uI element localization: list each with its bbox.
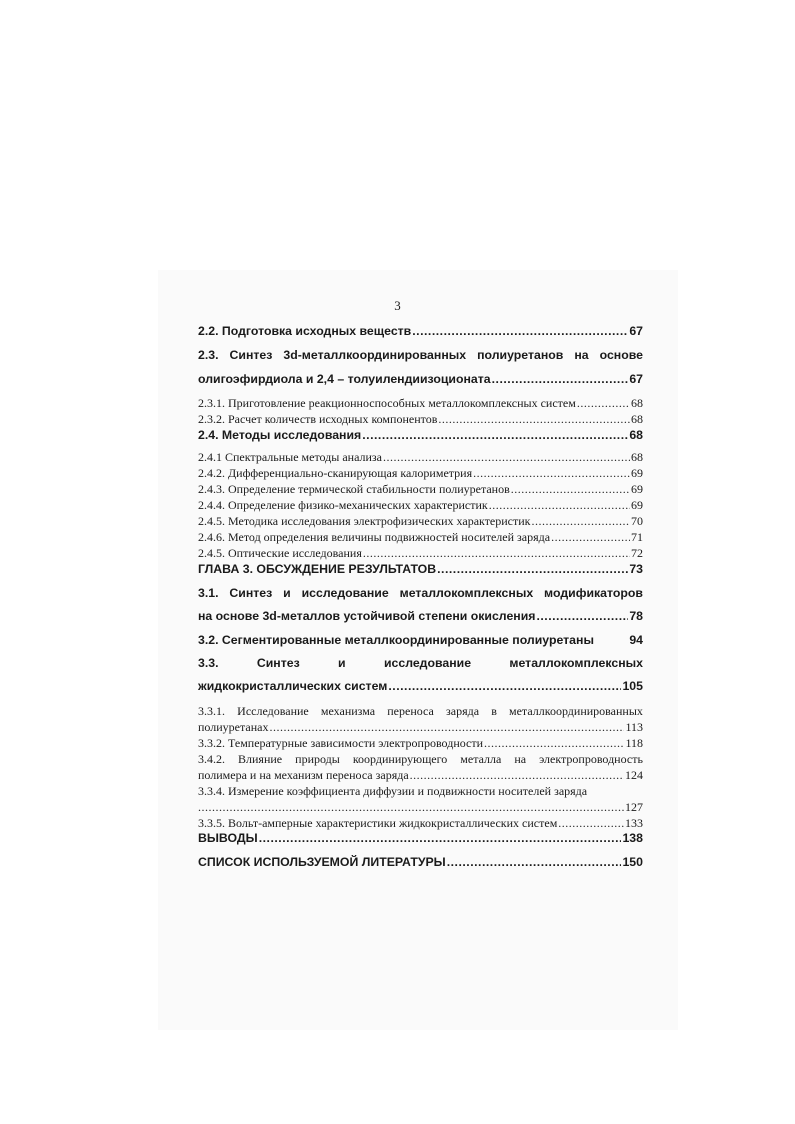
toc-word: на bbox=[574, 348, 589, 362]
toc-entry-page: 68 bbox=[629, 428, 643, 442]
toc-entry-title: 2.4.5. Методика исследования электрофизических характеристик bbox=[198, 514, 531, 528]
toc-entry-page: 71 bbox=[631, 530, 643, 544]
toc-entry-title: 2.4.3. Определение термической стабильности полиуретанов bbox=[198, 482, 510, 496]
toc-entry-2-3-2[interactable] bbox=[198, 412, 643, 427]
toc-entry-title: полимера и на механизм переноса заряда bbox=[198, 768, 409, 782]
toc-entry-title: 2.4. Методы исследования bbox=[198, 428, 362, 442]
toc-word: заряда bbox=[446, 704, 480, 718]
toc-entry-page: 73 bbox=[629, 562, 643, 576]
toc-entry-title: на основе 3d-металлов устойчивой степени окисления bbox=[198, 609, 536, 623]
toc-entry-page: 68 bbox=[631, 450, 643, 464]
toc-entry-title: 2.3.2. Расчет количеств исходных компонентов bbox=[198, 412, 438, 426]
toc-entry-2-3-line1[interactable] bbox=[198, 348, 643, 362]
toc-entry-title: 2.4.6. Метод определения величины подвижностей носителей заряда bbox=[198, 530, 551, 544]
toc-entry-3-1-line1[interactable] bbox=[198, 586, 643, 600]
toc-entry-page: 133 bbox=[625, 816, 643, 830]
toc-entry-3-3-1-line1[interactable] bbox=[198, 704, 643, 719]
toc-entry-title: 2.2. Подготовка исходных веществ bbox=[198, 324, 412, 338]
dot-leader bbox=[532, 514, 630, 529]
toc-entry-page: 69 bbox=[631, 498, 643, 512]
toc-word: переноса bbox=[387, 704, 434, 718]
toc-entry-2-4-5-optical[interactable] bbox=[198, 546, 643, 561]
toc-entry-3-3-4-line2[interactable] bbox=[198, 800, 643, 815]
toc-entry-page: 68 bbox=[631, 396, 643, 410]
toc-entry-title: 3.2. Сегментированные металлкоординированные полиуретаны bbox=[198, 633, 594, 647]
toc-entry-2-4-2[interactable] bbox=[198, 466, 643, 481]
toc-word: Исследование bbox=[237, 704, 309, 718]
dot-leader bbox=[198, 800, 624, 815]
toc-word: 2.3. bbox=[198, 348, 219, 362]
toc-entry-3-1-line2[interactable] bbox=[198, 609, 643, 623]
dot-leader bbox=[473, 466, 630, 481]
toc-entry-2-3-line2[interactable] bbox=[198, 372, 643, 386]
toc-word: 3.1. bbox=[198, 586, 219, 600]
toc-entry-3-2[interactable] bbox=[198, 633, 643, 647]
toc-word: металлкоординированных bbox=[509, 704, 643, 718]
toc-entry-2-4-5[interactable] bbox=[198, 514, 643, 529]
toc-word: Синтез bbox=[229, 586, 273, 600]
toc-entry-title: СПИСОК ИСПОЛЬЗУЕМОЙ ЛИТЕРАТУРЫ bbox=[198, 855, 446, 869]
toc-word: 3.4.2. bbox=[198, 752, 225, 766]
toc-entry-page: 124 bbox=[625, 768, 643, 782]
dot-leader bbox=[536, 609, 628, 623]
toc-entry-page: 78 bbox=[629, 609, 643, 623]
toc-entry-2-4-1[interactable] bbox=[198, 450, 643, 465]
toc-word: 3.3.1. bbox=[198, 704, 225, 718]
toc-entry-page: 69 bbox=[631, 466, 643, 480]
toc-word: 3.3. bbox=[198, 656, 219, 670]
dot-leader bbox=[492, 372, 629, 386]
toc-word: металла bbox=[460, 752, 502, 766]
toc-entry-page: 72 bbox=[631, 546, 643, 560]
toc-word: природы bbox=[295, 752, 340, 766]
toc-entry-2-4-3[interactable] bbox=[198, 482, 643, 497]
toc-word: исследование bbox=[301, 586, 389, 600]
toc-word: и bbox=[338, 656, 346, 670]
toc-entry-3-3-1-line2[interactable] bbox=[198, 720, 643, 735]
dot-leader bbox=[383, 450, 630, 465]
toc-entry-title: жидкокристаллических систем bbox=[198, 679, 388, 693]
toc-entry-2-4-6[interactable] bbox=[198, 530, 643, 545]
dot-leader bbox=[438, 412, 630, 427]
dot-leader bbox=[412, 324, 628, 338]
toc-word: координирующего bbox=[352, 752, 448, 766]
toc-entry-title: 3.3.4. Измерение коэффициента диффузии и подвижности носителей заряда bbox=[198, 784, 588, 798]
toc-entry-title: ВЫВОДЫ bbox=[198, 831, 258, 845]
toc-entry-page: 118 bbox=[625, 736, 643, 750]
toc-word: Синтез bbox=[256, 656, 300, 670]
toc-word: Синтез bbox=[229, 348, 273, 362]
toc-word: металлокомплексных bbox=[509, 656, 643, 670]
toc-entry-page: 127 bbox=[625, 800, 643, 814]
toc-entry-page: 138 bbox=[622, 831, 643, 845]
toc-entry-2-2[interactable] bbox=[198, 324, 643, 338]
toc-entry-page: 67 bbox=[629, 372, 643, 386]
toc-entry-page: 150 bbox=[622, 855, 643, 869]
toc-entry-title: полиуретанах bbox=[198, 720, 269, 734]
dot-leader bbox=[269, 720, 624, 735]
toc-entry-2-4[interactable] bbox=[198, 428, 643, 442]
dot-leader bbox=[437, 562, 628, 576]
toc-entry-3-3-2[interactable] bbox=[198, 736, 643, 751]
dot-leader bbox=[363, 546, 630, 561]
toc-entry-title: 2.4.4. Определение физико-механических характеристик bbox=[198, 498, 488, 512]
toc-word: модификаторов bbox=[544, 586, 643, 600]
toc-entry-2-4-4[interactable] bbox=[198, 498, 643, 513]
toc-word: электропроводность bbox=[539, 752, 643, 766]
toc-entry-page: 94 bbox=[629, 633, 643, 647]
toc-entry-title: 3.3.5. Вольт-амперные характеристики жидкокристаллических систем bbox=[198, 816, 558, 830]
toc-word: металлокомплексных bbox=[399, 586, 534, 600]
toc-entry-3-4-2-line2[interactable] bbox=[198, 768, 643, 783]
toc-word: Влияние bbox=[238, 752, 283, 766]
toc-entry-page: 105 bbox=[622, 679, 643, 693]
toc-chapter-3[interactable] bbox=[198, 562, 643, 576]
toc-entry-title: 2.4.2. Дифференциально-сканирующая калориметрия bbox=[198, 466, 473, 480]
dot-leader bbox=[489, 498, 630, 513]
toc-word: исследование bbox=[383, 656, 472, 670]
toc-word: основе bbox=[599, 348, 643, 362]
toc-entry-2-3-1[interactable] bbox=[198, 396, 643, 411]
toc-entry-title: ГЛАВА 3. ОБСУЖДЕНИЕ РЕЗУЛЬТАТОВ bbox=[198, 562, 437, 576]
toc-entry-page: 69 bbox=[631, 482, 643, 496]
toc-word: полиуретанов bbox=[477, 348, 564, 362]
dot-leader bbox=[558, 816, 624, 831]
toc-entry-title: 3.3.2. Температурные зависимости электропроводности bbox=[198, 736, 484, 750]
toc-word: механизма bbox=[320, 704, 376, 718]
dot-leader bbox=[362, 428, 628, 442]
toc-entry-3-3-line1[interactable] bbox=[198, 656, 643, 670]
toc-word: и bbox=[283, 586, 291, 600]
toc-entry-3-3-4-line1[interactable] bbox=[198, 784, 643, 799]
page-number: 3 bbox=[394, 298, 401, 313]
toc-entry-3-3-line2[interactable] bbox=[198, 679, 643, 693]
dot-leader bbox=[551, 530, 630, 545]
toc-entry-title: 2.4.1 Спектральные методы анализа bbox=[198, 450, 383, 464]
toc-word: в bbox=[491, 704, 497, 718]
dot-leader bbox=[388, 679, 621, 693]
toc-entry-page: 67 bbox=[629, 324, 643, 338]
dot-leader bbox=[511, 482, 630, 497]
toc-entry-3-3-5[interactable] bbox=[198, 816, 643, 831]
dot-leader bbox=[484, 736, 624, 751]
toc-conclusions[interactable] bbox=[198, 831, 643, 845]
toc-entry-page: 113 bbox=[625, 720, 643, 734]
dot-leader bbox=[259, 831, 622, 845]
toc-entry-title: 2.3.1. Приготовление реакционноспособных металлокомплексных систем bbox=[198, 396, 576, 410]
dot-leader bbox=[447, 855, 622, 869]
dot-leader bbox=[410, 768, 624, 783]
toc-word: на bbox=[514, 752, 527, 766]
toc-entry-page: 70 bbox=[631, 514, 643, 528]
dot-leader bbox=[577, 396, 630, 411]
toc-entry-page: 68 bbox=[631, 412, 643, 426]
toc-entry-title: олигоэфирдиола и 2,4 – толуилендиизоционата bbox=[198, 372, 491, 386]
toc-entry-3-4-2-line1[interactable] bbox=[198, 752, 643, 767]
toc-references[interactable] bbox=[198, 855, 643, 869]
toc-word: 3d-металлкоординированных bbox=[283, 348, 467, 362]
toc-entry-title: 2.4.5. Оптические исследования bbox=[198, 546, 362, 560]
